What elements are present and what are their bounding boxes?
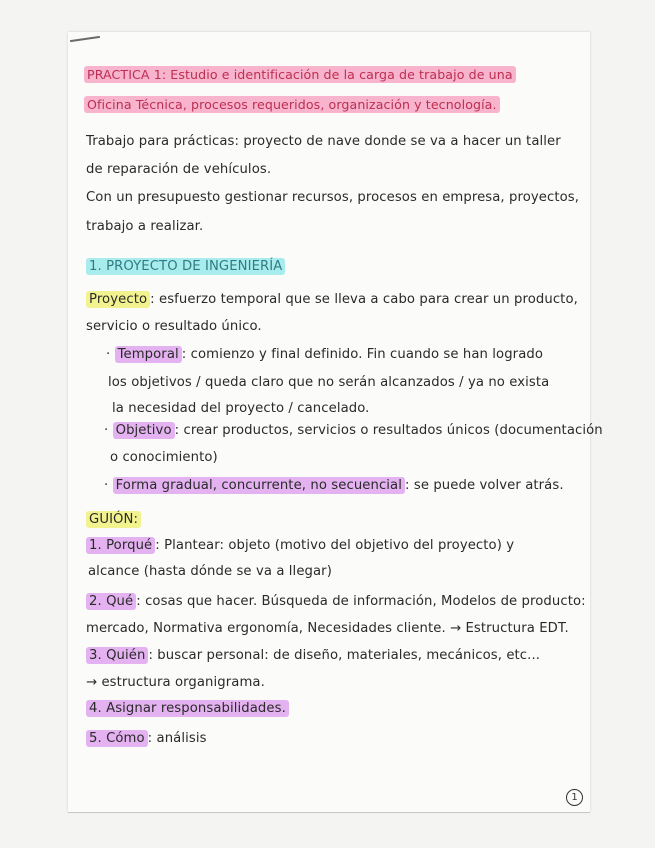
section-heading: 1. PROYECTO DE INGENIERÍA <box>86 258 285 276</box>
bullet-temporal-line-3: la necesidad del proyecto / cancelado. <box>112 401 370 416</box>
como-label: 5. Cómo <box>86 730 148 747</box>
intro-line-4: trabajo a realizar. <box>86 219 204 234</box>
guion-item-5: 5. Cómo : análisis <box>86 730 207 748</box>
que-label: 2. Qué <box>86 593 136 610</box>
quien-label: 3. Quién <box>86 647 148 664</box>
intro-line-1: Trabajo para prácticas: proyecto de nave donde se va a hacer un taller <box>86 134 561 149</box>
porque-label: 1. Porqué <box>86 537 155 554</box>
guion-item-2-line-2: mercado, Normativa ergonomía, Necesidades cliente. → Estructura EDT. <box>86 621 569 636</box>
proyecto-term: Proyecto <box>86 291 150 308</box>
page-bottom-edge <box>68 812 590 813</box>
temporal-term: Temporal <box>115 346 182 363</box>
guion-item-3-line-2: → estructura organigrama. <box>86 675 265 690</box>
title-line-1: PRACTICA 1: Estudio e identificación de la carga de trabajo de una <box>84 66 516 84</box>
asignar-label: 4. Asignar responsabilidades. <box>86 700 289 717</box>
guion-item-1-line-1: 1. Porqué : Plantear: objeto (motivo del objetivo del proyecto) y <box>86 537 514 555</box>
bullet-forma-line-1: · Forma gradual, concurrente, no secuencial : se puede volver atrás. <box>104 478 564 493</box>
bullet-objetivo-line-1: · Objetivo : crear productos, servicios o resultados únicos (documentación <box>104 423 603 438</box>
proyecto-def-line-1: Proyecto : esfuerzo temporal que se lleva a cabo para crear un producto, <box>86 291 578 309</box>
intro-line-2: de reparación de vehículos. <box>86 162 272 177</box>
guion-item-3-line-1: 3. Quién : buscar personal: de diseño, materiales, mecánicos, etc... <box>86 647 540 665</box>
guion-item-2-line-1: 2. Qué : cosas que hacer. Búsqueda de información, Modelos de producto: <box>86 593 586 611</box>
title-line-2: Oficina Técnica, procesos requeridos, organización y tecnología. <box>84 96 500 114</box>
guion-item-1-line-2: alcance (hasta dónde se va a llegar) <box>88 564 332 579</box>
objetivo-term: Objetivo <box>113 422 175 439</box>
intro-line-3: Con un presupuesto gestionar recursos, procesos en empresa, proyectos, <box>86 190 580 205</box>
page-number: 1 <box>566 789 583 806</box>
bullet-temporal-line-2: los objetivos / queda claro que no serán alcanzados / ya no exista <box>108 375 550 390</box>
bullet-objetivo-line-2: o conocimiento) <box>110 450 218 465</box>
guion-heading: GUIÓN: <box>86 511 141 529</box>
proyecto-def-line-2: servicio o resultado único. <box>86 319 262 334</box>
guion-item-4 <box>86 700 289 718</box>
bullet-temporal-line-1: · Temporal : comienzo y final definido. Fin cuando se han logrado <box>106 347 544 362</box>
forma-term: Forma gradual, concurrente, no secuencial <box>113 477 405 494</box>
